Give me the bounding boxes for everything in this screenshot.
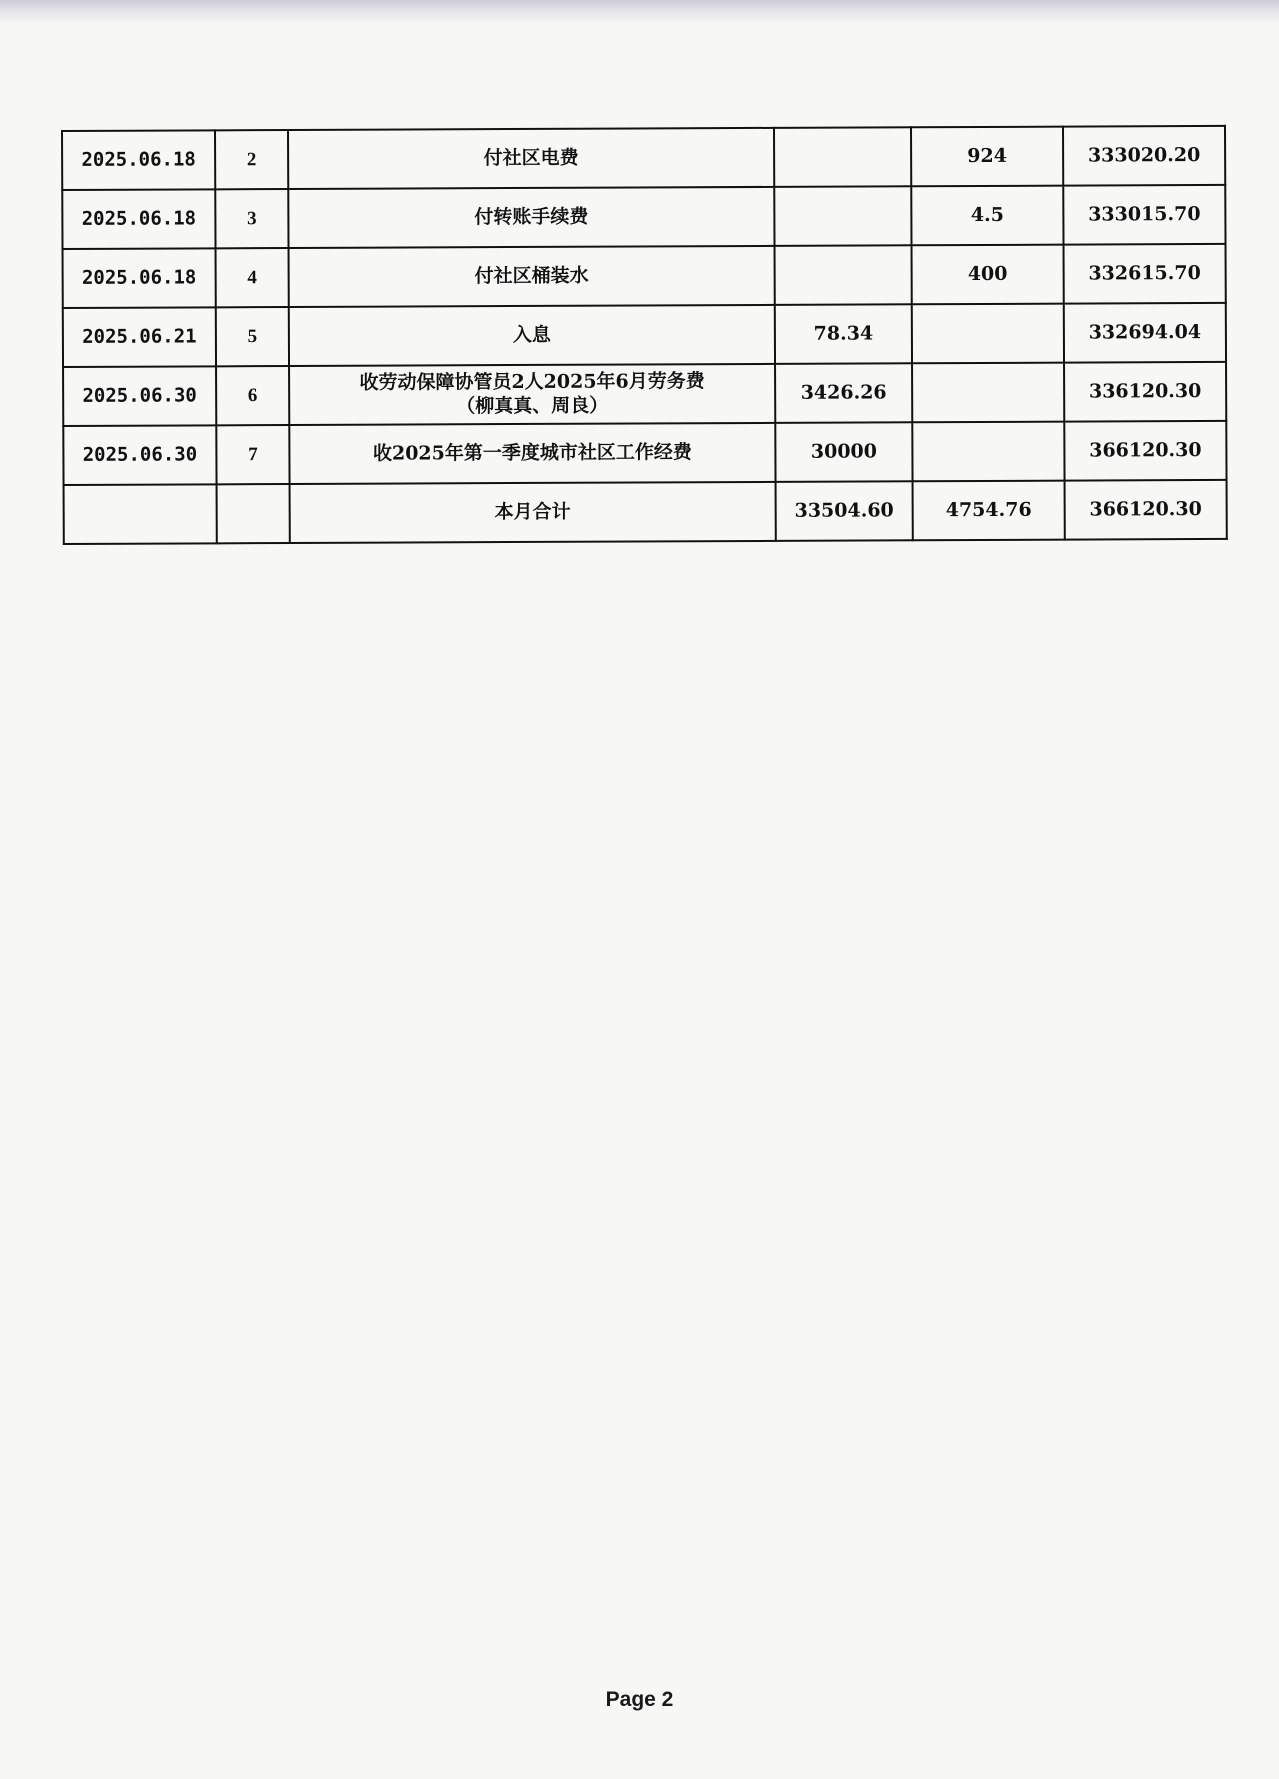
total-label-cell: 本月合计 <box>290 482 776 543</box>
summary-line: （柳真真、周良） <box>456 394 609 417</box>
income-cell <box>775 245 912 305</box>
total-number-cell <box>217 484 290 543</box>
summary-cell <box>288 187 774 248</box>
balance-cell: 366120.30 <box>1064 421 1226 481</box>
income-cell: 30000 <box>775 422 912 482</box>
date-cell: 2025.06.18 <box>63 248 216 308</box>
expense-cell <box>912 363 1064 423</box>
summary-line: 付转账手续费 <box>474 205 589 228</box>
summary-cell <box>289 364 775 425</box>
number-cell: 3 <box>215 189 288 248</box>
income-cell: 78.34 <box>775 304 912 364</box>
balance-cell: 333020.20 <box>1063 126 1225 186</box>
income-cell <box>774 127 911 187</box>
table-row <box>63 303 1226 367</box>
summary-line: 收2025年第一季度城市社区工作经费 <box>372 440 692 465</box>
expense-cell <box>912 422 1064 482</box>
balance-cell: 336120.30 <box>1064 362 1226 422</box>
expense-cell: 400 <box>912 245 1064 305</box>
total-row <box>64 480 1227 544</box>
page-number: Page 2 <box>605 1688 674 1711</box>
scan-top-edge <box>0 0 1279 22</box>
summary-cell <box>289 305 775 366</box>
total-balance-cell: 366120.30 <box>1065 480 1227 540</box>
date-cell: 2025.06.30 <box>63 425 216 485</box>
number-cell: 2 <box>215 130 288 189</box>
number-cell: 6 <box>216 366 289 425</box>
total-date-cell <box>64 484 217 544</box>
summary-line: 入息 <box>512 323 551 346</box>
expense-cell: 924 <box>911 127 1063 187</box>
date-cell: 2025.06.21 <box>63 307 216 367</box>
ledger-body <box>62 126 1227 485</box>
income-cell: 3426.26 <box>775 363 912 423</box>
table-row <box>63 421 1226 485</box>
table-row <box>62 185 1225 249</box>
balance-cell: 333015.70 <box>1063 185 1225 245</box>
total-expense-cell: 4754.76 <box>913 481 1065 541</box>
date-cell: 2025.06.18 <box>62 130 215 190</box>
balance-cell: 332694.04 <box>1064 303 1226 363</box>
table-row <box>62 126 1225 190</box>
income-cell <box>774 186 911 246</box>
summary-cell <box>289 246 775 307</box>
number-cell: 4 <box>216 248 289 307</box>
summary-line: 收劳动保障协管员2人2025年6月劳务费 <box>359 369 705 394</box>
number-cell: 7 <box>216 425 289 484</box>
expense-cell: 4.5 <box>911 186 1063 246</box>
summary-line: 付社区桶装水 <box>474 264 589 287</box>
date-cell: 2025.06.18 <box>62 189 215 249</box>
date-cell: 2025.06.30 <box>63 366 216 426</box>
summary-cell <box>288 128 774 189</box>
balance-cell: 332615.70 <box>1064 244 1226 304</box>
table-row <box>63 362 1226 426</box>
number-cell: 5 <box>216 307 289 366</box>
summary-line: 付社区电费 <box>483 146 579 169</box>
ledger-table <box>61 125 1228 545</box>
table-row <box>63 244 1226 308</box>
expense-cell <box>912 304 1064 364</box>
summary-cell <box>289 423 775 484</box>
total-income-cell: 33504.60 <box>776 481 913 541</box>
